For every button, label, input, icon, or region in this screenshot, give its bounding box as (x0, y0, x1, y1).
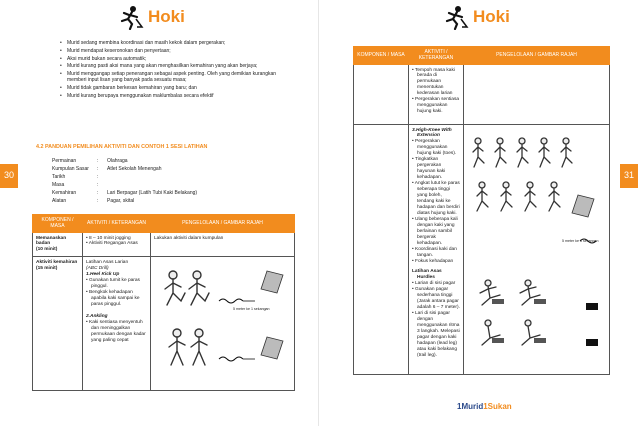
info-row: Masa : (52, 181, 99, 188)
info-row: Alatan : Pagar, skital (52, 197, 135, 204)
info-value: Olahraga (107, 157, 128, 164)
page-title-left: Hoki (148, 7, 185, 27)
komponen: Memanaskan badan (36, 235, 67, 247)
step-title: 2.Ankling (86, 314, 108, 320)
info-key: Kumpulan Sasar (52, 165, 89, 172)
list-item: • Murid kurang berupaya menggunakan maklumbalas secara efektif (60, 93, 292, 99)
page-number-right: 31 (620, 164, 638, 188)
list-item: • Lari di sisi pagar dengan menggunakan ritma 3 langkah. Melepasi pagar dengan kaki hadapan (lead leg) atau kaki belakang (trail leg). (412, 311, 460, 358)
col-header: AKTIVITI / KETERANGAN (409, 47, 464, 65)
list-item: • Murid mendapat keseronokan dan penyertaan; (60, 48, 292, 54)
col-header: PENGELOLAAN / GAMBAR RAJAH (464, 47, 610, 65)
list-item: • Ulang beberapa kali dengan kaki yang berlainan sambil bergerak kehadapan. (412, 217, 458, 247)
info-key: Kemahiran (52, 189, 77, 196)
list-item: • Pergerakan menggunakan hujung kaki (toes). (412, 139, 457, 157)
activity-intro: Latihan Asas Larian (86, 260, 129, 266)
table-header-row (354, 47, 610, 65)
brand-logo (457, 402, 512, 412)
info-key: Masa (52, 181, 65, 188)
list-item: • Angkat lutut ke paras seberapa tinggi yang boleh, tendang kaki ke hadapan dan berdiri diatas hujung kaki. (412, 181, 460, 217)
table-row (33, 232, 295, 257)
col-header: AKTIVITI / KETERANGAN (83, 215, 151, 233)
list-item: • Larian di sisi pagar (412, 281, 456, 287)
section-title: 4.2 PANDUAN PEMILIHAN AKTIVITI DAN CONTOH 1 SESI LATIHAN (36, 144, 208, 150)
list-item: • Murid kurang pasti aksi mana yang akan menghasilkan kemahiran yang akan berjaya; (60, 63, 292, 69)
activity-intro2: (ABC Drill) (86, 266, 109, 272)
info-key: Tarikh (52, 173, 66, 180)
list-item: • Aksi murid bukan secara automatik; (60, 56, 292, 62)
col-header: PENGELOLAAN / GAMBAR RAJAH (151, 215, 295, 233)
masa: (15 minit) (36, 266, 58, 272)
info-key: Alatan (52, 197, 67, 204)
pengelolaan: Lakukan aktiviti dalam kumpulan (151, 232, 295, 257)
col-header: KOMPONEN / MASA (33, 215, 83, 233)
step-title: 1.Heel Kick Up (86, 272, 120, 278)
right-page (319, 0, 638, 426)
page-title-right: Hoki (473, 7, 510, 27)
brand-part: 1Sukan (483, 402, 512, 411)
right-header (443, 0, 510, 34)
info-key: Permainan (52, 157, 77, 164)
komponen: Aktiviti kemahiran (36, 260, 78, 266)
table-row (354, 124, 610, 374)
list-item: • Pergerakan sentiasa menggunakan hujung kaki. (412, 97, 460, 115)
list-item: • Gunakan pagar sederhana tinggi (Jarak antara pagar adalah 6 – 7 meter). (412, 287, 460, 311)
list-item: • Tingkatkan pergerakan hayunan kaki kehadapan. (412, 157, 446, 181)
list-item: • 8 – 10 minit jogging (86, 235, 131, 241)
left-header (118, 0, 185, 34)
info-row: Kumpulan Sasar : Atlet Sekolah Menengah (52, 165, 162, 172)
list-item: • Gunakan tumit ke paras pinggul. (86, 278, 140, 290)
session-info (52, 157, 197, 205)
list-item: • Murid tidak gambaran berkesan kemahiran yang baru; dan (60, 85, 292, 91)
table-row (354, 64, 610, 124)
info-row: Kemahiran : Lari Berpagar (Latih Tubi Kaki Belakang) (52, 189, 198, 196)
info-value: Lari Berpagar (Latih Tubi Kaki Belakang) (107, 189, 198, 196)
brand-part: 1Murid (457, 402, 484, 411)
list-item: • Tempoh masa kaki berada di permukaan menentukan kederasan larian (412, 67, 455, 97)
list-item: • Murid menggangap setiap penerangan sebagai aspek penting. Oleh yang demikian kurangkan memberi input lisan yang banyak pada sesuatu masa; (60, 71, 292, 84)
col-header: KOMPONEN / MASA (354, 47, 409, 65)
runner-icon (443, 4, 469, 30)
drill-figure-icon (155, 261, 291, 381)
info-row: Permainan : Olahraga (52, 157, 128, 164)
table-row (33, 257, 295, 391)
info-row: Tarikh : (52, 173, 99, 180)
list-item: • Koordinasi kaki dan tangan. (412, 247, 457, 259)
bullet-list (60, 40, 292, 101)
info-value: Pagar, skital (107, 197, 135, 204)
figure-label: 5 meter ke 1 sekangan (562, 238, 599, 243)
step-title: Latihan Asas Hurdles (412, 269, 442, 281)
info-value: Atlet Sekolah Menengah (107, 165, 162, 172)
list-item: • Fokus kehadapan (412, 259, 454, 265)
activity-table-right (353, 46, 610, 375)
list-item: • Bengkok kehadapan apabila kaki sampai ke paras pinggul. (86, 290, 140, 308)
list-item: • Murid sedang membina koordinasi dan masih kekok dalam pergerakan; (60, 40, 292, 46)
masa: (10 minit) (36, 247, 58, 253)
step-title: 3.High-Knee With Extension (412, 127, 452, 139)
runner-icon (118, 4, 144, 30)
figure-label: 5 meter ke 1 sekangan (233, 307, 270, 312)
activity-table-left (32, 214, 295, 391)
table-header-row (33, 215, 295, 233)
list-item: • Aktiviti Regangan Asas (86, 241, 138, 247)
page-number-left: 30 (0, 164, 18, 188)
list-item: • Kaki sentiasa menyentuh dan meninggalkan permukaan dengan kadar yang paling cepat (86, 320, 146, 344)
